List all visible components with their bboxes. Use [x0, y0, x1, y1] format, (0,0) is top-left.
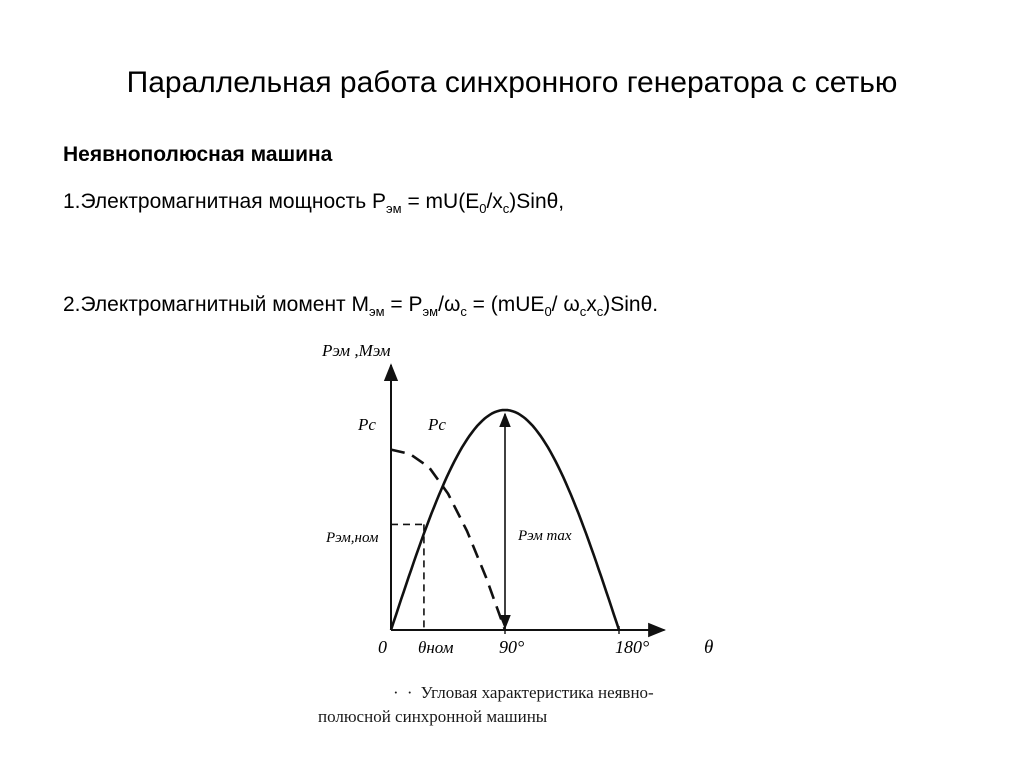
formula-sub: эм	[422, 304, 439, 319]
caption-dash: · ·	[393, 683, 415, 702]
formula-text: /ω	[438, 293, 461, 316]
formula-sub: 0	[544, 304, 552, 319]
formula-text: / ω	[551, 293, 580, 316]
angle-characteristic-chart	[300, 320, 760, 690]
formula-power	[63, 190, 564, 214]
p-max-label: Pэм max	[518, 528, 572, 544]
formula-text: /x	[486, 190, 503, 213]
subtitle: Неявнополюсная машина	[63, 143, 333, 166]
formula-text: = mU(E	[401, 190, 480, 213]
formula-torque	[63, 293, 658, 317]
pc-axis-label: Pc	[358, 415, 376, 434]
caption-line-2: полюсной синхронной машины	[318, 707, 548, 726]
formula-sub: c	[579, 304, 587, 319]
formula-sub: эм	[369, 304, 385, 319]
slide-title: Параллельная работа синхронного генератора с сетью	[126, 66, 898, 99]
formula-sub: c	[460, 304, 467, 319]
formula-sub: 0	[479, 201, 487, 216]
formula-text: = (mUE	[466, 293, 545, 316]
formula-sub: эм	[386, 201, 402, 216]
formula-text: 2.Электромагнитный момент M	[63, 293, 369, 316]
x-axis-label: θ	[704, 637, 714, 658]
origin-label: 0	[378, 637, 387, 657]
p-nom-label: Pэм,ном	[326, 530, 379, 546]
theta-nom-label: θном	[418, 638, 454, 657]
formula-text: )Sinθ.	[603, 293, 659, 316]
formula-text: )Sinθ,	[509, 190, 565, 213]
figure-caption	[318, 681, 758, 729]
caption-line-1: Угловая характеристика неявно-	[420, 683, 654, 702]
pc-curve-label: Pc	[428, 415, 446, 434]
formula-text: x	[586, 293, 597, 316]
formula-text: = P	[384, 293, 423, 316]
tick-label-90: 90°	[499, 637, 525, 657]
formula-sub: c	[596, 304, 604, 319]
y-axis-label: Pэм ,Mэм	[322, 341, 391, 360]
formula-sub: c	[502, 201, 510, 216]
angle-characteristic-figure	[300, 320, 760, 740]
tick-label-180: 180°	[615, 637, 650, 657]
formula-text: 1.Электромагнитная мощность P	[63, 190, 387, 213]
